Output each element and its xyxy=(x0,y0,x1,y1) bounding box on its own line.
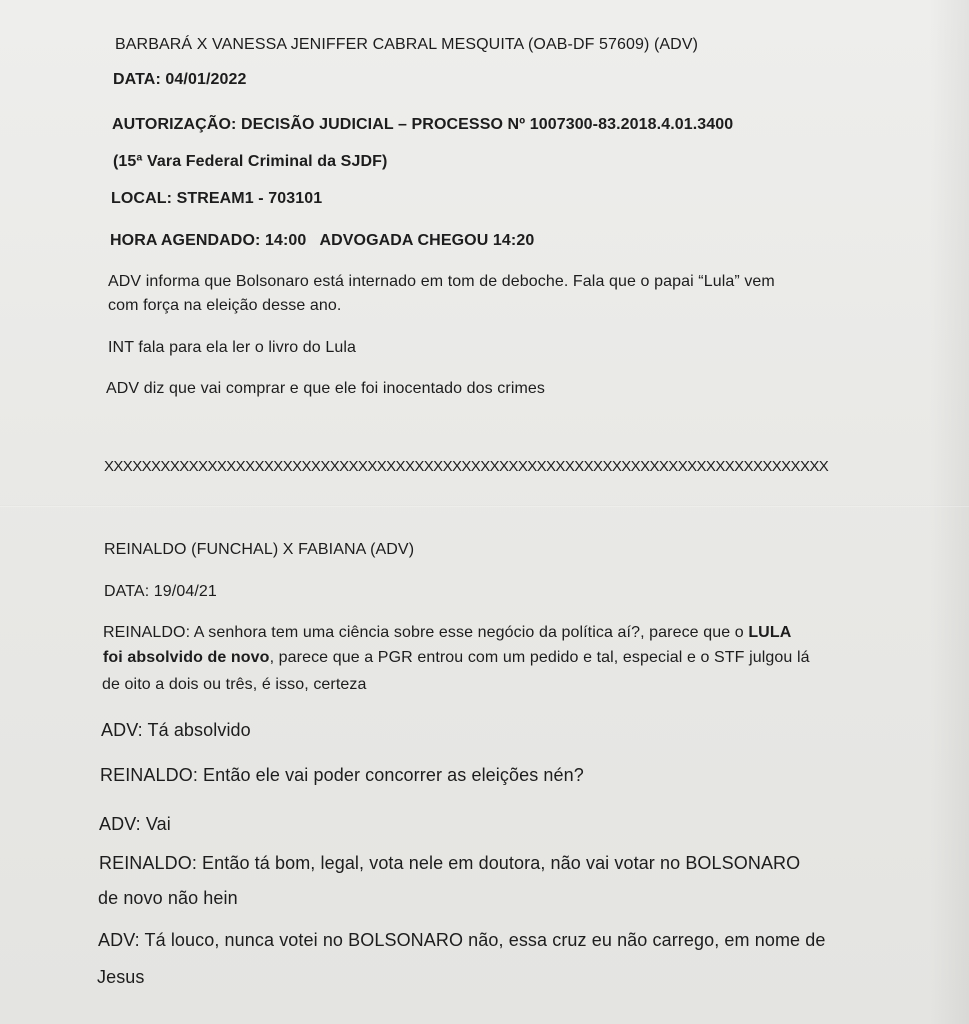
record2-answer2: ADV: Vai xyxy=(99,814,171,834)
question1-text: REINALDO: A senhora tem uma ciência sobre esse negócio da política aí?, parece que o xyxy=(103,624,749,641)
record1-date: DATA: 04/01/2022 xyxy=(113,71,247,88)
record1-authorization: AUTORIZAÇÃO: DECISÃO JUDICIAL – PROCESSO Nº 1007300-83.2018.4.01.3400 xyxy=(112,116,734,133)
question1-bold-phrase: foi absolvido de novo xyxy=(103,649,270,666)
record1-paragraph3: ADV diz que vai comprar e que ele foi inocentado dos crimes xyxy=(106,380,546,397)
record2-question3-line2: de novo não hein xyxy=(98,888,238,908)
record2-question1-line2 xyxy=(103,649,810,667)
record1-court: (15ª Vara Federal Criminal da SJDF) xyxy=(113,153,388,170)
paper-shadow xyxy=(929,0,969,1024)
record2-date: DATA: 19/04/21 xyxy=(104,583,217,600)
record2-answer3-line2: Jesus xyxy=(97,967,145,987)
record2-header: REINALDO (FUNCHAL) X FABIANA (ADV) xyxy=(104,541,415,558)
paper-fold xyxy=(0,505,969,507)
record2-answer3-line1: ADV: Tá louco, nunca votei no BOLSONARO não, essa cruz eu não carrego, em nome de xyxy=(98,930,826,950)
question1-bold-name: LULA xyxy=(748,624,792,641)
record2-question2: REINALDO: Então ele vai poder concorrer as eleições nén? xyxy=(100,765,584,785)
record2-question3-line1: REINALDO: Então tá bom, legal, vota nele em doutora, não vai votar no BOLSONARO xyxy=(99,853,801,873)
record1-location: LOCAL: STREAM1 - 703101 xyxy=(111,190,323,207)
record2-question1-line1 xyxy=(103,624,791,642)
record1-paragraph2: INT fala para ela ler o livro do Lula xyxy=(108,339,356,356)
record1-paragraph1-line2: com força na eleição desse ano. xyxy=(108,297,342,314)
record1-paragraph1-line1: ADV informa que Bolsonaro está internado em tom de deboche. Fala que o papai “Lula” vem xyxy=(108,273,775,290)
question1-text-cont: , parece que a PGR entrou com um pedido e tal, especial e o STF julgou lá xyxy=(269,649,810,666)
record2-answer1: ADV: Tá absolvido xyxy=(101,720,251,740)
record2-question1-line3: de oito a dois ou três, é isso, certeza xyxy=(102,676,367,693)
separator-line: XXXXXXXXXXXXXXXXXXXXXXXXXXXXXXXXXXXXXXXXXXXXXXXXXXXXXXXXXXXXXXXXXXXXXXXXXXXXX xyxy=(104,458,829,475)
record1-header: BARBARÁ X VANESSA JENIFFER CABRAL MESQUITA (OAB-DF 57609) (ADV) xyxy=(115,36,699,53)
record1-schedule: HORA AGENDADO: 14:00 ADVOGADA CHEGOU 14:20 xyxy=(110,232,535,249)
